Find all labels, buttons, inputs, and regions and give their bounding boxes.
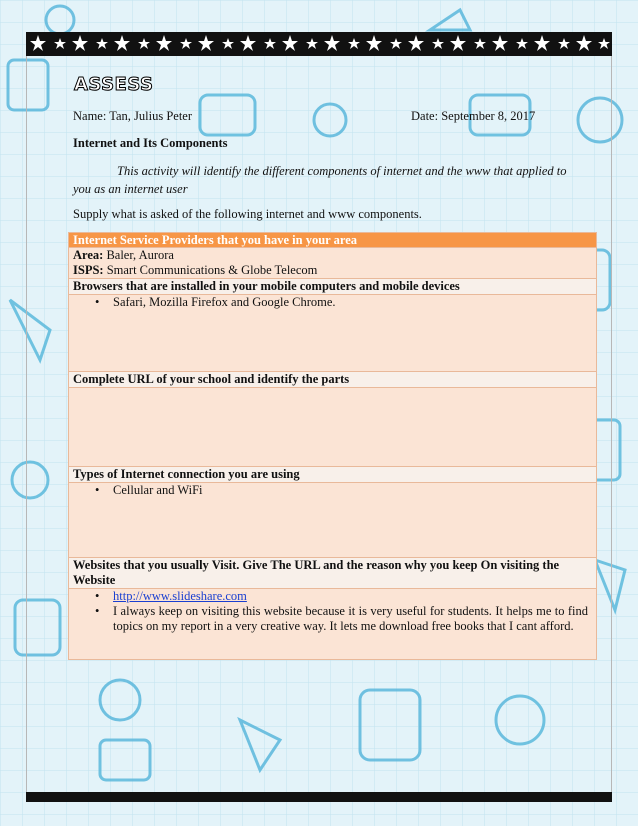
table-row [69,388,597,467]
isps-label: ISPS: [73,263,104,277]
document-title: Internet and Its Components [73,136,228,150]
table-row [69,483,597,558]
websites-cell [69,589,597,660]
websites-list [73,589,588,634]
area-label: Area: [73,248,104,262]
table-row [69,467,597,483]
components-table [68,232,597,660]
table-row [69,372,597,388]
list-item [113,589,588,604]
intro-paragraph: This activity will identify the different components of internet and the www that applied to you as an internet user [73,164,567,196]
browsers-list [73,295,592,310]
list-item: • Cellular and WiFi [113,483,592,498]
table-row [69,279,597,295]
date-text: Date: September 8, 2017 [411,109,536,123]
table-row [69,295,597,372]
instructions-text: Supply what is asked of the following internet and www components. [73,207,422,221]
browsers-cell [69,295,597,372]
types-list [73,483,592,498]
table-row [69,233,597,248]
url-cell[interactable] [69,388,597,467]
table-row [69,558,597,589]
types-cell [69,483,597,558]
table-row [69,589,597,660]
area-value: Baler, Aurora [103,248,174,262]
websites-header: Websites that you usually Visit. Give The URL and the reason why you keep On visiting the Website [69,558,597,589]
list-item: • I always keep on visiting this website because it is very useful for students. It helps me to find topics on my report in a very creative way. It lets me download free books that I cant afford. [113,604,588,634]
star-border [26,32,612,56]
section-title-assess: ASSESS [74,74,154,95]
document-page [26,32,612,802]
types-header: Types of Internet connection you are using [69,467,597,483]
list-item: • Safari, Mozilla Firefox and Google Chrome. [113,295,592,310]
url-header: Complete URL of your school and identify the parts [69,372,597,388]
table-row [69,248,597,279]
isps-value: Smart Communications & Globe Telecom [103,263,318,277]
browsers-header: Browsers that are installed in your mobile computers and mobile devices [69,279,597,295]
isp-cell [69,248,597,279]
student-name: Name: Tan, Julius Peter [73,109,193,123]
bottom-border [26,792,612,802]
isp-header: Internet Service Providers that you have in your area [69,233,597,248]
slideshare-link[interactable]: http://www.slideshare.com [113,589,247,603]
